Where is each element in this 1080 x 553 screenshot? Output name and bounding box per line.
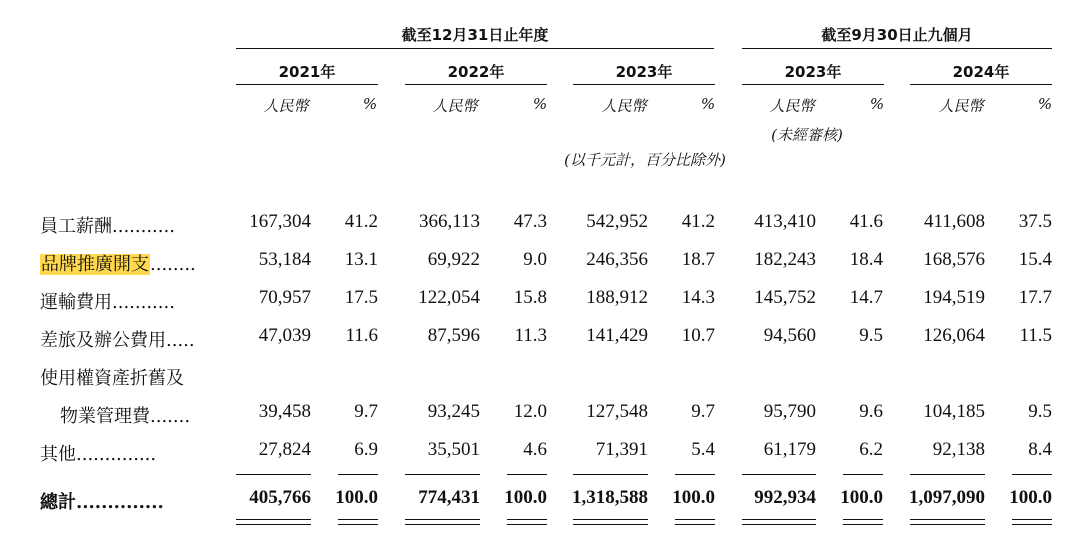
percent-cell: 100.0 xyxy=(335,487,378,508)
percent-cell: 13.1 xyxy=(344,249,378,270)
amount-cell: 188,912 xyxy=(586,287,648,308)
percent-cell: 11.5 xyxy=(1019,325,1052,346)
group-header-nine-months: 截至9月30日止九個月 xyxy=(821,26,973,44)
amount-cell: 246,356 xyxy=(586,249,648,270)
percent-cell: 37.5 xyxy=(1018,211,1052,232)
unit-pct: % xyxy=(532,95,548,113)
percent-cell: 100.0 xyxy=(672,487,715,508)
amount-cell: 39,458 xyxy=(258,401,311,422)
percent-cell: 14.3 xyxy=(681,287,715,308)
percent-cell: 9.0 xyxy=(523,249,547,270)
total-double-line xyxy=(405,524,480,525)
subtotal-line xyxy=(507,474,547,475)
amount-cell: 93,245 xyxy=(427,401,480,422)
unit-pct: % xyxy=(869,95,885,113)
percent-cell: 47.3 xyxy=(513,211,547,232)
amount-cell: 182,243 xyxy=(754,249,816,270)
leader-dots: .............. xyxy=(76,444,157,465)
percent-cell: 15.8 xyxy=(513,287,547,308)
percent-cell: 9.5 xyxy=(1028,401,1052,422)
amount-cell: 542,952 xyxy=(586,211,648,232)
year-underline-2023-9m xyxy=(742,84,884,85)
percent-cell: 4.6 xyxy=(523,439,547,460)
amount-cell: 94,560 xyxy=(763,325,816,346)
subtotal-line xyxy=(910,474,985,475)
group-underline-nine-months xyxy=(742,48,1052,49)
amount-cell: 69,922 xyxy=(427,249,480,270)
percent-cell: 14.7 xyxy=(849,287,883,308)
unit-rmb: 人民幣 xyxy=(263,97,309,115)
total-double-line xyxy=(843,524,883,525)
subtotal-line xyxy=(1012,474,1052,475)
row-label xyxy=(40,288,175,314)
leader-dots: ........ xyxy=(150,254,196,275)
row-label-text: 員工薪酬 xyxy=(40,216,112,237)
percent-cell: 15.4 xyxy=(1018,249,1052,270)
amount-cell: 145,752 xyxy=(754,287,816,308)
group-header-year-end: 截至12月31日止年度 xyxy=(401,26,549,44)
percent-cell: 9.7 xyxy=(691,401,715,422)
total-double-line xyxy=(236,524,311,525)
amount-cell: 95,790 xyxy=(763,401,816,422)
total-double-line xyxy=(1012,524,1052,525)
total-double-line xyxy=(507,524,547,525)
percent-cell: 18.4 xyxy=(849,249,883,270)
year-underline-2023-fy xyxy=(573,84,715,85)
percent-cell: 41.2 xyxy=(344,211,378,232)
total-double-line xyxy=(1012,519,1052,520)
amount-cell: 774,431 xyxy=(418,487,480,508)
year-header-2024-9m: 2024年 xyxy=(952,63,1010,81)
row-label-text: 使用權資產折舊及 xyxy=(40,368,184,389)
amount-cell: 92,138 xyxy=(932,439,985,460)
total-double-line xyxy=(675,524,715,525)
amount-cell: 194,519 xyxy=(923,287,985,308)
percent-cell: 12.0 xyxy=(513,401,547,422)
total-double-line xyxy=(742,524,816,525)
year-underline-2021 xyxy=(236,84,378,85)
leader-dots: ..... xyxy=(166,330,195,351)
amount-cell: 168,576 xyxy=(923,249,985,270)
unit-pct: % xyxy=(1037,95,1053,113)
row-label xyxy=(60,402,190,428)
unaudited-note: (未經審核) xyxy=(771,126,843,144)
leader-dots: ........... xyxy=(112,216,175,237)
percent-cell: 11.3 xyxy=(514,325,547,346)
amount-cell: 47,039 xyxy=(258,325,311,346)
subtotal-line xyxy=(405,474,480,475)
amount-cell: 61,179 xyxy=(763,439,816,460)
subtotal-line xyxy=(338,474,378,475)
amount-cell: 167,304 xyxy=(249,211,311,232)
total-double-line xyxy=(675,519,715,520)
total-double-line xyxy=(573,524,648,525)
amount-cell: 1,097,090 xyxy=(909,487,985,508)
row-label-text: 其他 xyxy=(40,444,76,465)
subtotal-line xyxy=(236,474,311,475)
subtotal-line xyxy=(573,474,648,475)
amount-cell: 141,429 xyxy=(586,325,648,346)
total-double-line xyxy=(507,519,547,520)
percent-cell: 100.0 xyxy=(840,487,883,508)
percent-cell: 9.5 xyxy=(859,325,883,346)
amount-cell: 411,608 xyxy=(923,211,985,232)
leader-dots: ....... xyxy=(150,406,191,427)
percent-cell: 18.7 xyxy=(681,249,715,270)
percent-cell: 17.7 xyxy=(1018,287,1052,308)
percent-cell: 41.2 xyxy=(681,211,715,232)
amount-cell: 1,318,588 xyxy=(572,487,648,508)
year-header-2023-fy: 2023年 xyxy=(615,63,673,81)
total-double-line xyxy=(742,519,816,520)
amount-cell: 413,410 xyxy=(754,211,816,232)
year-underline-2022 xyxy=(405,84,547,85)
unit-pct: % xyxy=(700,95,716,113)
total-double-line xyxy=(405,519,480,520)
row-label xyxy=(40,488,164,514)
percent-cell: 5.4 xyxy=(691,439,715,460)
amount-cell: 70,957 xyxy=(258,287,311,308)
row-label-text: 物業管理費 xyxy=(60,406,150,427)
percent-cell: 10.7 xyxy=(681,325,715,346)
unit-rmb: 人民幣 xyxy=(769,97,815,115)
year-header-2021: 2021年 xyxy=(278,63,336,81)
unit-rmb: 人民幣 xyxy=(432,97,478,115)
total-double-line xyxy=(573,519,648,520)
total-double-line xyxy=(338,519,378,520)
row-label-text: 品牌推廣開支 xyxy=(41,254,149,275)
total-double-line xyxy=(843,519,883,520)
amount-cell: 405,766 xyxy=(249,487,311,508)
percent-cell: 41.6 xyxy=(849,211,883,232)
total-double-line xyxy=(338,524,378,525)
total-double-line xyxy=(910,524,985,525)
year-header-2022: 2022年 xyxy=(447,63,505,81)
percent-cell: 8.4 xyxy=(1028,439,1052,460)
year-header-2023-9m: 2023年 xyxy=(784,63,842,81)
amount-cell: 71,391 xyxy=(595,439,648,460)
amount-cell: 126,064 xyxy=(923,325,985,346)
amount-cell: 53,184 xyxy=(258,249,311,270)
amount-cell: 104,185 xyxy=(923,401,985,422)
percent-cell: 11.6 xyxy=(345,325,378,346)
leader-dots: ........... xyxy=(112,292,175,313)
percent-cell: 9.6 xyxy=(859,401,883,422)
amount-cell: 127,548 xyxy=(586,401,648,422)
row-label xyxy=(40,364,184,390)
row-label-text: 運輸費用 xyxy=(40,292,112,313)
amount-cell: 27,824 xyxy=(258,439,311,460)
percent-cell: 6.2 xyxy=(859,439,883,460)
amount-cell: 87,596 xyxy=(427,325,480,346)
row-label xyxy=(40,440,156,466)
amount-cell: 992,934 xyxy=(754,487,816,508)
leader-dots: .............. xyxy=(76,492,164,513)
percent-cell: 9.7 xyxy=(354,401,378,422)
units-note: (以千元計，百分比除外) xyxy=(564,151,726,169)
percent-cell: 6.9 xyxy=(354,439,378,460)
total-double-line xyxy=(910,519,985,520)
group-underline-year-end xyxy=(236,48,714,49)
row-label-text: 總計 xyxy=(40,492,76,513)
row-label-text: 差旅及辦公費用 xyxy=(40,330,166,351)
unit-rmb: 人民幣 xyxy=(601,97,647,115)
unit-pct: % xyxy=(362,95,378,113)
percent-cell: 100.0 xyxy=(504,487,547,508)
total-double-line xyxy=(236,519,311,520)
amount-cell: 122,054 xyxy=(418,287,480,308)
subtotal-line xyxy=(843,474,883,475)
year-underline-2024-9m xyxy=(910,84,1052,85)
percent-cell: 100.0 xyxy=(1009,487,1052,508)
subtotal-line xyxy=(675,474,715,475)
row-label xyxy=(40,212,175,238)
percent-cell: 17.5 xyxy=(344,287,378,308)
row-label xyxy=(40,250,196,276)
amount-cell: 35,501 xyxy=(427,439,480,460)
subtotal-line xyxy=(742,474,816,475)
amount-cell: 366,113 xyxy=(418,211,480,232)
unit-rmb: 人民幣 xyxy=(938,97,984,115)
row-label xyxy=(40,326,195,352)
